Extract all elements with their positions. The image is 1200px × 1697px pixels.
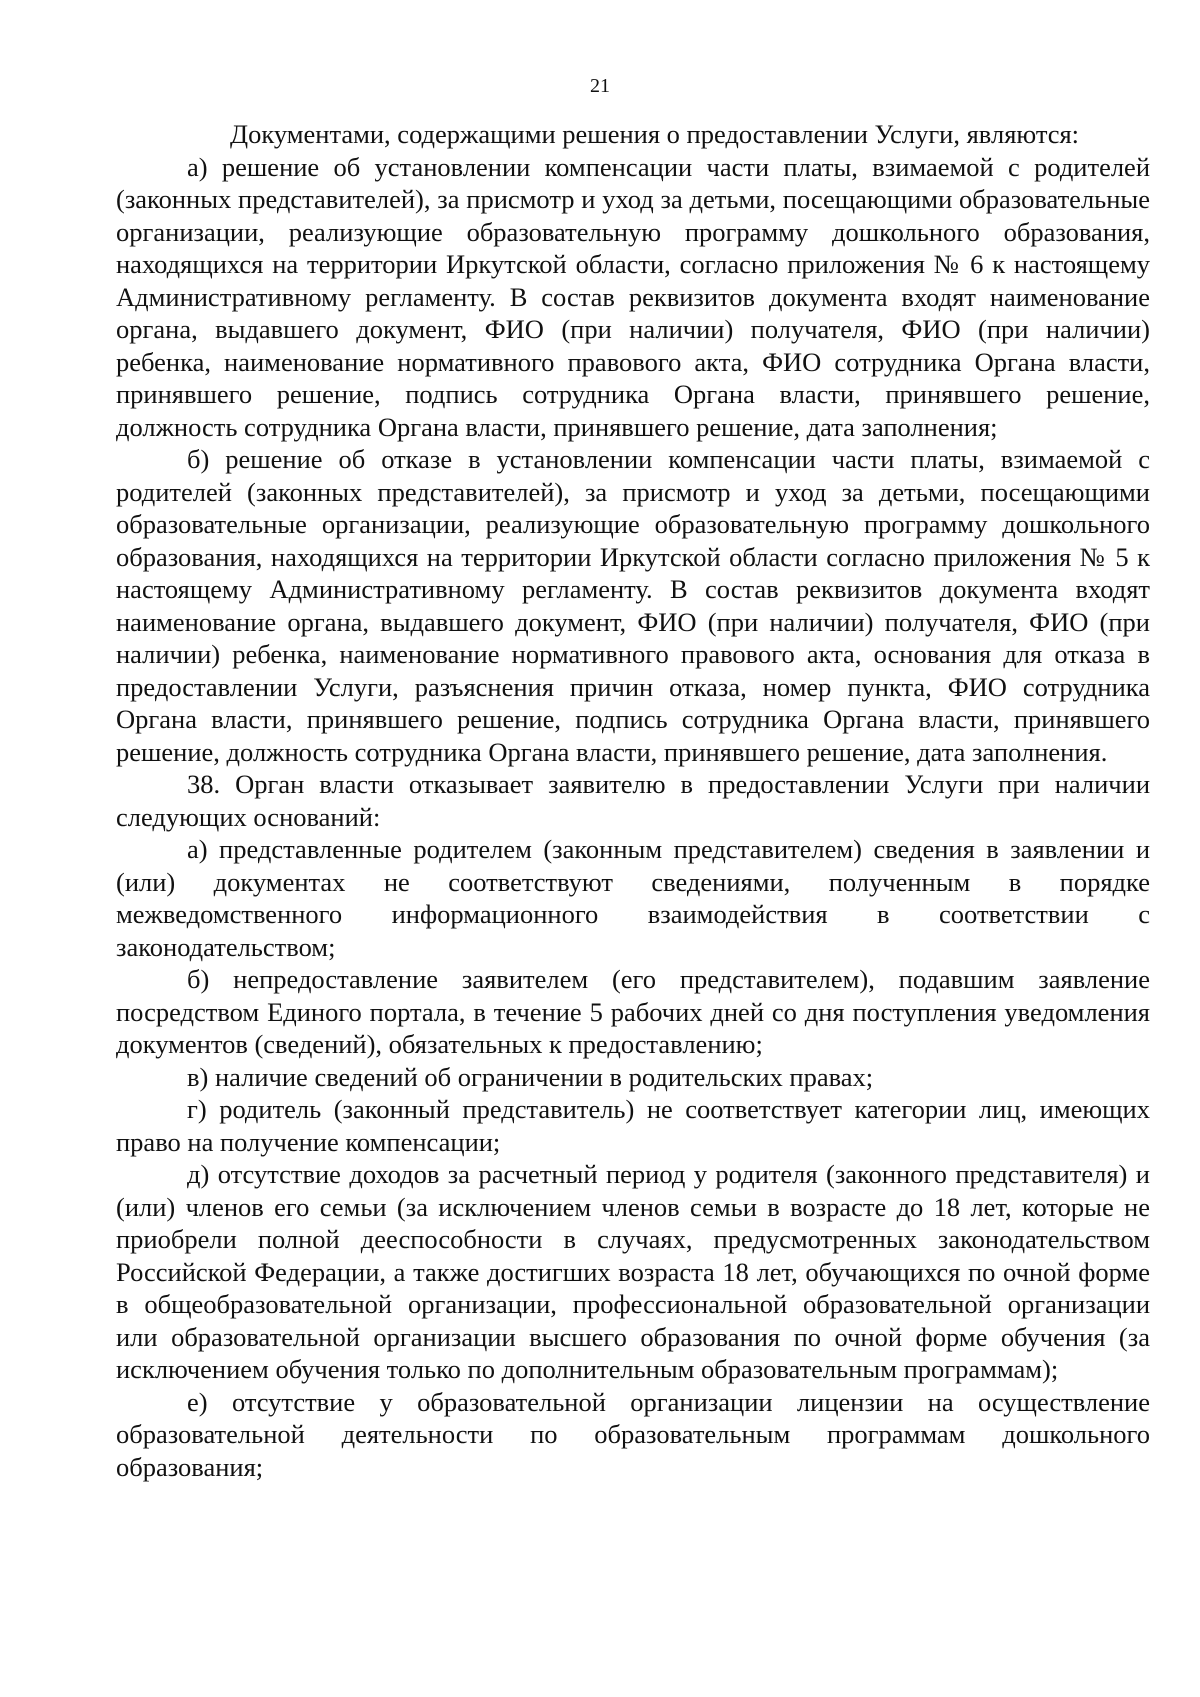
document-body bbox=[116, 118, 1150, 1483]
paragraph-ground-v: в) наличие сведений об ограничении в родительских правах; bbox=[187, 1061, 874, 1092]
paragraph-ground-a: а) представленные родителем (законным представителем) сведения в заявлении и (или) документах не соответствуют сведениями, полученным в порядке межведомственного информационного взаимодействия в соответствии с законодательством; bbox=[116, 834, 1150, 962]
page-number: 21 bbox=[590, 75, 610, 97]
paragraph-ground-d: д) отсутствие доходов за расчетный период у родителя (законного представителя) и (или) членов его семьи (за исключением членов семьи в возрасте до 18 лет, которые не приобрели полной дееспособности в случаях, предусмотренных законодательством Российской Федерации, а также достигших возраста 18 лет, обучающихся по очной форме в общеобразовательной организации, профессиональной образовательной организации или образовательной организации высшего образования по очной форме обучения (за исключением обучения только по дополнительным образовательным программам); bbox=[116, 1159, 1150, 1384]
paragraph-ground-g: г) родитель (законный представитель) не соответствует категории лиц, имеющих право на получение компенсации; bbox=[116, 1094, 1150, 1157]
paragraph-intro: Документами, содержащими решения о предоставлении Услуги, являются: bbox=[230, 119, 1080, 149]
paragraph-item-a-decision: а) решение об установлении компенсации части платы, взимаемой с родителей (законных представителей), за присмотр и уход за детьми, посещающими образовательные организации, реализующие образовательную программу дошкольного образования, находящихся на территории Иркутской области, согласно приложения № 6 к настоящему Административному регламенту. В состав реквизитов документа входят наименование органа, выдавшего документ, ФИО (при наличии) получателя, ФИО (при наличии) ребенка, наименование нормативного правового акта, ФИО сотрудника Органа власти, принявшего решение, подпись сотрудника Органа власти, принявшего решение, должность сотрудника Органа власти, принявшего решение, дата заполнения; bbox=[116, 151, 1150, 442]
paragraph-item-b-refusal: б) решение об отказе в установлении компенсации части платы, взимаемой с родителей (законных представителей), за присмотр и уход за детьми, посещающими образовательные организации, реализующие образовательную программу дошкольного образования, находящихся на территории Иркутской области согласно приложения № 5 к настоящему Административному регламенту. В состав реквизитов документа входят наименование органа, выдавшего документ, ФИО (при наличии) получателя, ФИО (при наличии) ребенка, наименование нормативного правового акта, основания для отказа в предоставлении Услуги, разъяснения причин отказа, номер пункта, ФИО сотрудника Органа власти, принявшего решение, подпись сотрудника Органа власти, принявшего решение, должность сотрудника Органа власти, принявшего решение, дата заполнения. bbox=[116, 444, 1150, 767]
paragraph-ground-b: б) непредоставление заявителем (его представителем), подавшим заявление посредством Единого портала, в течение 5 рабочих дней со дня поступления уведомления документов (сведений), обязательных к предоставлению; bbox=[116, 964, 1150, 1059]
paragraph-ground-e: е) отсутствие у образовательной организации лицензии на осуществление образовательной деятельности по образовательным программам дошкольного образования; bbox=[116, 1386, 1150, 1482]
paragraph-section-38: 38. Орган власти отказывает заявителю в предоставлении Услуги при наличии следующих оснований: bbox=[116, 769, 1150, 832]
